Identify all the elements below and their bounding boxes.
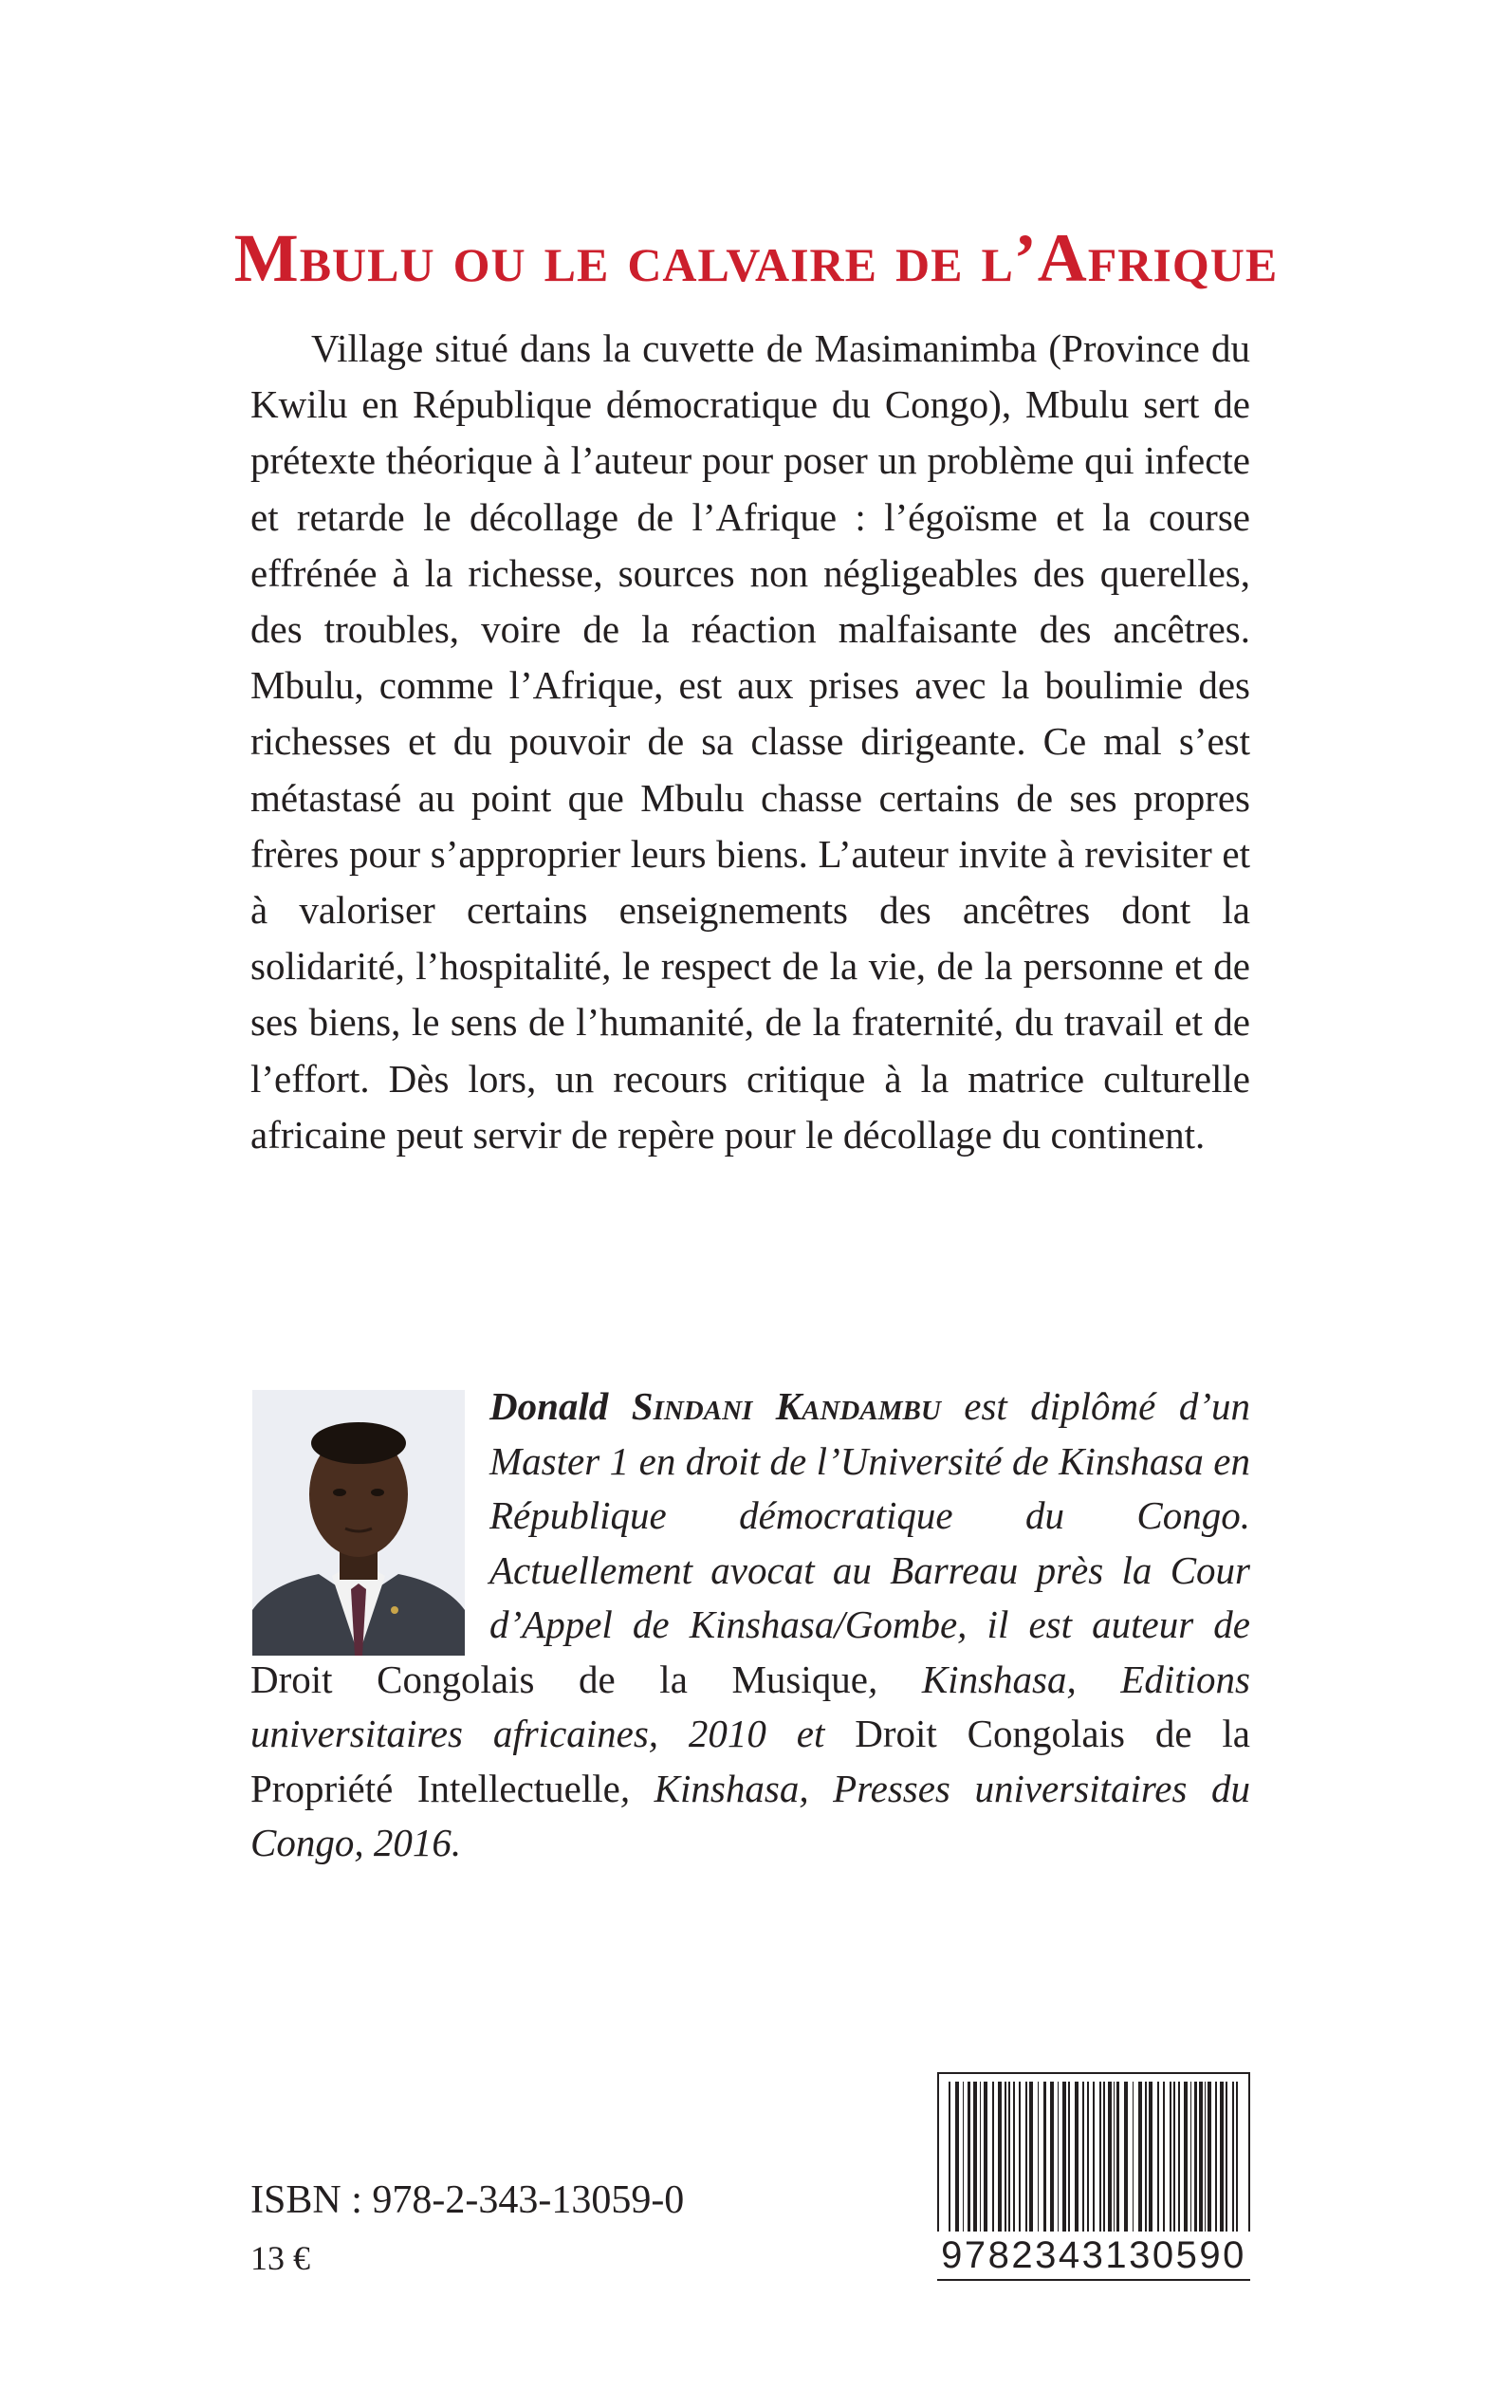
author-last-name: Sindani Kandambu xyxy=(631,1384,941,1428)
author-bio xyxy=(250,1380,1250,1871)
bio-text-1: est diplômé d’un Master 1 en droit de l’Université de Kinshasa en République démocratique du Congo. Actuellement avocat au Barreau près la Cour d’Appel de Kinshasa/Gombe, il est auteur de xyxy=(489,1384,1250,1646)
bio-book-2: Droit Congolais de la Propriété Intellectuelle xyxy=(250,1712,1250,1810)
author-first-name: Donald xyxy=(489,1384,609,1428)
book-title: Mbulu ou le calvaire de l’Afrique xyxy=(233,220,1279,297)
isbn: ISBN : 978-2-343-13059-0 xyxy=(250,2178,685,2222)
bio-book-1: Droit Congolais de la Musique xyxy=(250,1657,868,1701)
price: 13 € xyxy=(250,2239,310,2277)
bio-text-3: , Kinshasa, Presses universitaires du Congo, 2016. xyxy=(250,1766,1250,1864)
barcode-digits: 9782343130590 xyxy=(937,2232,1250,2279)
synopsis-text: Village situé dans la cuvette de Masimanimba (Province du Kwilu en République démocratique du Congo), Mbulu sert de prétexte théorique à l’auteur pour poser un problème qui infecte et retarde le décollage de l’Afrique : l’égoïsme et la course effrénée à la richesse, sources non négligeables des querelles, des troubles, voire de la réaction malfaisante des ancêtres. Mbulu, comme l’Afrique, est aux prises avec la boulimie des richesses et du pouvoir de sa classe dirigeante. Ce mal s’est métastasé au point que Mbulu chasse certains de ses propres frères pour s’approprier leurs biens. L’auteur invite à revisiter et à valoriser certains enseignements des ancêtres dont la solidarité, l’hospitalité, le respect de la vie, de la personne et de ses biens, le sens de l’humanité, de la fraternité, du travail et de l’effort. Dès lors, un recours critique à la matrice culturelle africaine peut servir de repère pour le décollage du continent. xyxy=(250,326,1250,1157)
barcode-icon xyxy=(937,2072,1250,2281)
bio-text-2: , Kinshasa, Editions universitaires africaines, 2010 et xyxy=(250,1657,1250,1755)
